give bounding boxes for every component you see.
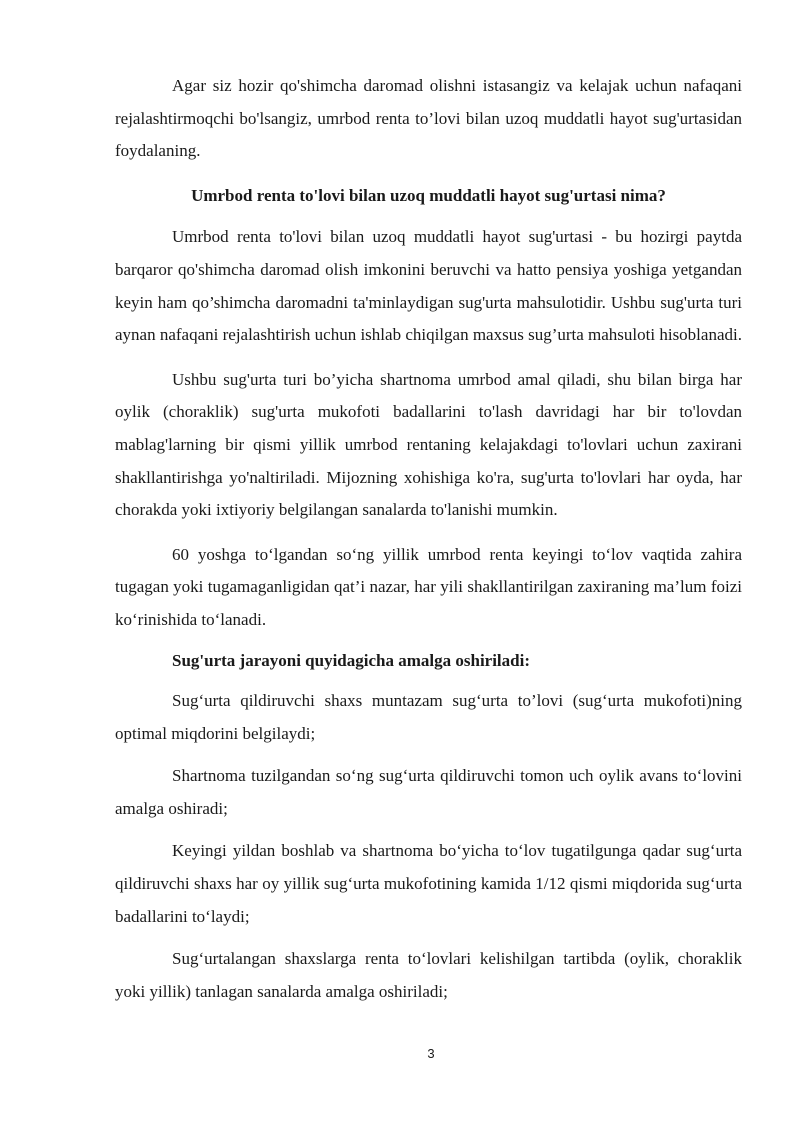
paragraph-step-1: Sug‘urta qildiruvchi shaxs muntazam sug‘urta to’lovi (sug‘urta mukofoti)ning optimal miqdorini belgilaydi; <box>115 691 742 743</box>
paragraph-definition: Umrbod renta to'lovi bilan uzoq muddatli hayot sug'urtasi - bu hozirgi paytda barqaror qo'shimcha daromad olish imkonini beruvchi va hatto pensiya yoshiga yetgandan keyin ham qo’shimcha daromadni ta'minlaydigan sug'urta mahsulotidir. Ushbu sug'urta turi aynan nafaqani rejalashtirish uchun ishlab chiqilgan maxsus sug’urta mahsuloti hisoblanadi. <box>115 227 742 345</box>
paragraph-step-2: Shartnoma tuzilgandan so‘ng sug‘urta qildiruvchi tomon uch oylik avans to‘lovini amalga oshiradi; <box>115 766 742 818</box>
paragraph-contract-terms: Ushbu sug'urta turi bo’yicha shartnoma umrbod amal qiladi, shu bilan birga har oylik (choraklik) sug'urta mukofoti badallarini to'lash davridagi har bir to'lovdan mablag'larning bir qismi yillik umrbod rentaning kelajakdagi to'lovlari uchun zaxirani shakllantirishga yo'naltiriladi. Mijozning xohishiga ko'ra, sug'urta to'lovlari har oyda, har chorakda yoki ixtiyoriy belgilangan sanalarda to'lanishi mumkin. <box>115 369 742 520</box>
paragraph-step-4: Sug‘urtalangan shaxslarga renta to‘lovlari kelishilgan tartibda (oylik, choraklik yoki yillik) tanlagan sanalarda amalga oshiriladi; <box>115 949 742 1001</box>
page-number: 3 <box>427 1046 435 1061</box>
section-heading-what-is: Umrbod renta to'lovi bilan uzoq muddatli hayot sug'urtasi nima? <box>191 185 666 205</box>
paragraph-intro: Agar siz hozir qo'shimcha daromad olishni istasangiz va kelajak uchun nafaqani rejalashtirmoqchi bo'lsangiz, umrbod renta to’lovi bilan uzoq muddatli hayot sug'urtasidan foydalaning. <box>115 76 742 161</box>
paragraph-annuity-payment: 60 yoshga to‘lgandan so‘ng yillik umrbod renta keyingi to‘lov vaqtida zahira tugagan yoki tugamaganligidan qat’i nazar, har yili shakllantirilgan zaxiraning ma’lum foizi ko‘rinishida to‘lanadi. <box>115 544 742 629</box>
document-page <box>115 70 742 1008</box>
paragraph-step-3: Keyingi yildan boshlab va shartnoma bo‘yicha to‘lov tugatilgunga qadar sug‘urta qildiruvchi shaxs har oy yillik sug‘urta mukofotining kamida 1/12 qismi miqdorida sug‘urta badallarini to‘laydi; <box>115 841 742 926</box>
section-heading-process: Sug'urta jarayoni quyidagicha amalga oshiriladi: <box>172 650 530 670</box>
